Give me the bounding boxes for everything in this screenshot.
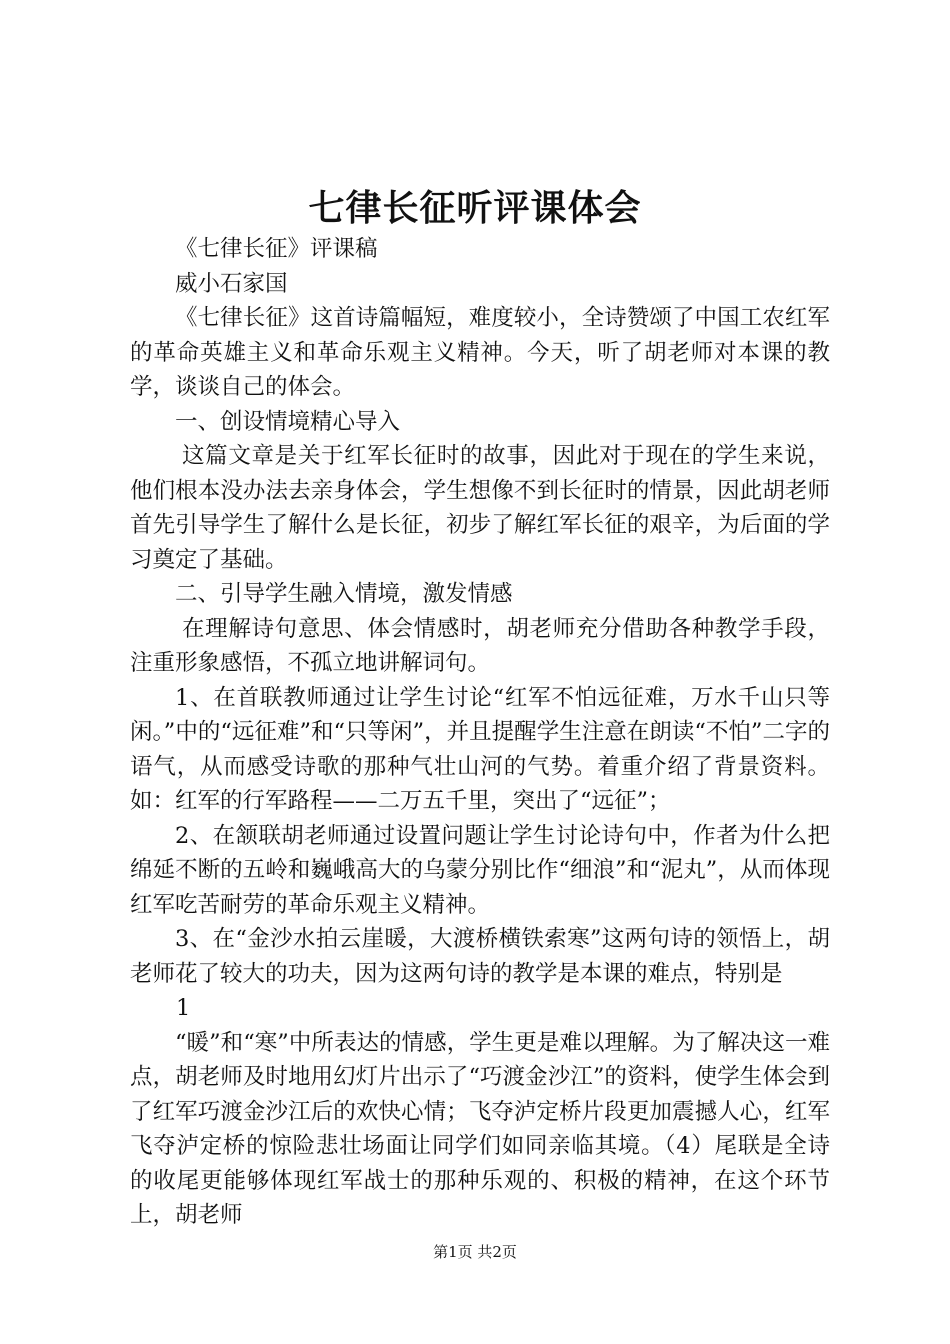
paragraph-section-1: 这篇文章是关于红军长征时的故事，因此对于现在的学生来说，他们根本没办法去亲身体会，学生想像不到长征时的情景，因此胡老师首先引导学生了解什么是长征，初步了解红军长征的艰辛，为后面的学习奠定了基础。 (130, 443, 830, 573)
paragraph-subtitle: 《七律长征》评课稿 (175, 236, 378, 262)
paragraph-continued: “暖”和“寒”中所表达的情感，学生更是难以理解。为了解决这一难点，胡老师及时地用幻灯片出示了“巧渡金沙江”的资料，使学生体会到了红军巧渡金沙江后的欢快心情；飞夺泸定桥片段更加震撼人心，红军飞夺泸定桥的惊险悲壮场面让同学们如同亲临其境。（4）尾联是全诗的收尾更能够体现红军战士的那种乐观的、积极的精神，在这个环节上，胡老师 (130, 1029, 830, 1228)
section-heading-1: 一、创设情境精心导入 (175, 408, 401, 435)
section-heading-2: 二、引导学生融入情境，激发情感 (175, 581, 513, 607)
page-footer: 第1页 共2页 (433, 1243, 517, 1261)
document-body (130, 232, 830, 1233)
paragraph-author: 威小石家国 (175, 270, 288, 297)
inline-page-number: 1 (176, 995, 191, 1021)
paragraph-item-3: 3、在“金沙水拍云崖暖，大渡桥横铁索寒”这两句诗的领悟上，胡老师花了较大的功夫，因为这两句诗的教学是本课的难点，特别是 (130, 926, 830, 987)
paragraph-section-2: 在理解诗句意思、体会情感时，胡老师充分借助各种教学手段，注重形象感悟，不孤立地讲解词句。 (130, 615, 830, 676)
document-title: 七律长征听评课体会 (308, 187, 642, 229)
paragraph-intro: 《七律长征》这首诗篇幅短，难度较小，全诗赞颂了中国工农红军的革命英雄主义和革命乐观主义精神。今天，听了胡老师对本课的教学，谈谈自己的体会。 (130, 305, 830, 400)
paragraph-item-1: 1、在首联教师通过让学生讨论“红军不怕远征难，万水千山只等闲。”中的“远征难”和“只等闲”，并且提醒学生注意在朗读“不怕”二字的语气，从而感受诗歌的那种气壮山河的气势。着重介绍了背景资料。如：红军的行军路程——二万五千里，突出了“远征”； (130, 684, 830, 814)
paragraph-item-2: 2、在颔联胡老师通过设置问题让学生讨论诗句中，作者为什么把绵延不断的五岭和巍峨高大的乌蒙分别比作“细浪”和“泥丸”，从而体现红军吃苦耐劳的革命乐观主义精神。 (130, 822, 830, 918)
